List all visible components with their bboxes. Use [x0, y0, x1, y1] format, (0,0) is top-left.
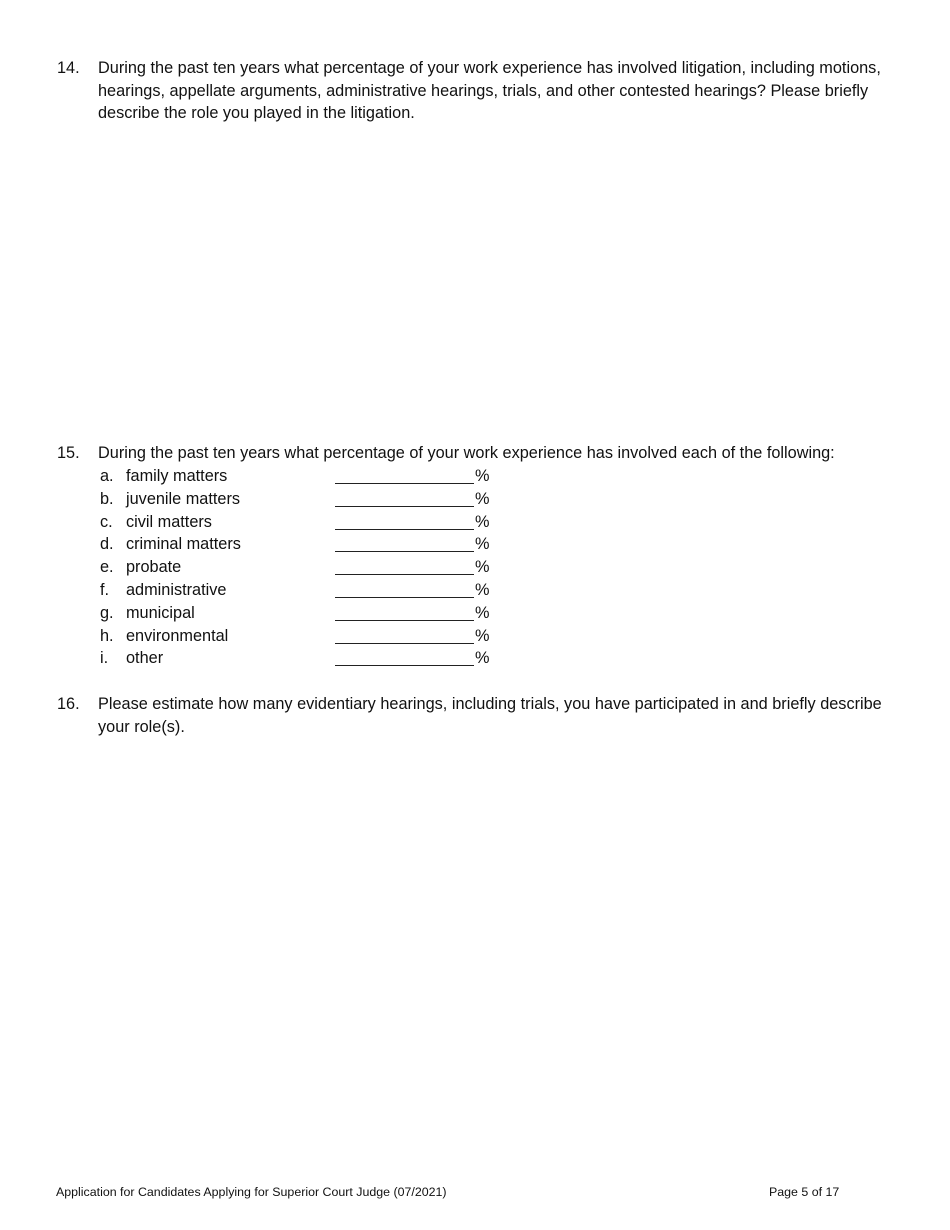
question-text: Please estimate how many evidentiary hearings, including trials, you have participated in and briefly describe your role(s). [98, 695, 882, 736]
percentage-input[interactable] [335, 649, 474, 666]
percent-sign: % [475, 535, 490, 554]
percent-sign: % [475, 558, 490, 577]
percent-sign: % [475, 489, 490, 508]
percent-sign: % [475, 649, 490, 668]
percentage-input[interactable] [335, 581, 474, 598]
percentage-input[interactable] [335, 535, 474, 552]
item-letter: a. [100, 467, 114, 485]
percentage-item [100, 556, 500, 579]
question-text: During the past ten years what percentage of your work experience has involved each of the following: [98, 444, 835, 462]
question-number: 16. [57, 695, 80, 713]
item-letter: c. [100, 512, 113, 531]
item-label: civil matters [126, 512, 212, 531]
percentage-item [100, 511, 500, 534]
percentage-input[interactable] [335, 490, 474, 507]
percentage-item [100, 647, 500, 670]
percentage-item [100, 465, 500, 488]
percentage-item [100, 602, 500, 625]
percent-sign: % [475, 603, 490, 622]
item-label: family matters [126, 467, 228, 485]
percent-sign: % [475, 467, 490, 485]
percentage-item [100, 579, 500, 602]
item-label: environmental [126, 626, 229, 645]
item-label: other [126, 649, 164, 668]
percentage-item [100, 625, 500, 648]
item-letter: g. [100, 603, 114, 622]
item-letter: b. [100, 489, 114, 508]
item-label: administrative [126, 581, 227, 599]
percent-sign: % [475, 512, 490, 531]
page-number: Page 5 of 17 [769, 1185, 840, 1199]
question-number: 15. [57, 444, 80, 462]
percentage-input[interactable] [335, 627, 474, 644]
item-letter: h. [100, 626, 114, 645]
item-label: criminal matters [126, 535, 241, 554]
item-label: juvenile matters [126, 489, 241, 508]
percentage-input[interactable] [335, 604, 474, 621]
percentage-input[interactable] [335, 558, 474, 575]
percentage-input[interactable] [335, 467, 474, 484]
percent-sign: % [475, 581, 490, 599]
item-label: probate [126, 558, 182, 577]
percentage-item [100, 533, 500, 556]
item-letter: f. [100, 581, 110, 599]
question-number: 14. [57, 59, 80, 77]
item-letter: d. [100, 535, 114, 554]
percentage-item [100, 488, 500, 511]
question-text: During the past ten years what percentage of your work experience has involved litigation, including motions, hearings, appellate arguments, administrative hearings, trials, and other contested hearings? Please briefly describe the role you played in the litigation. [98, 59, 881, 123]
percent-sign: % [475, 626, 490, 645]
percentage-input[interactable] [335, 513, 474, 530]
item-label: municipal [126, 603, 195, 622]
item-letter: e. [100, 558, 114, 577]
footer-title: Application for Candidates Applying for Superior Court Judge (07/2021) [56, 1185, 447, 1199]
item-letter: i. [100, 649, 109, 668]
